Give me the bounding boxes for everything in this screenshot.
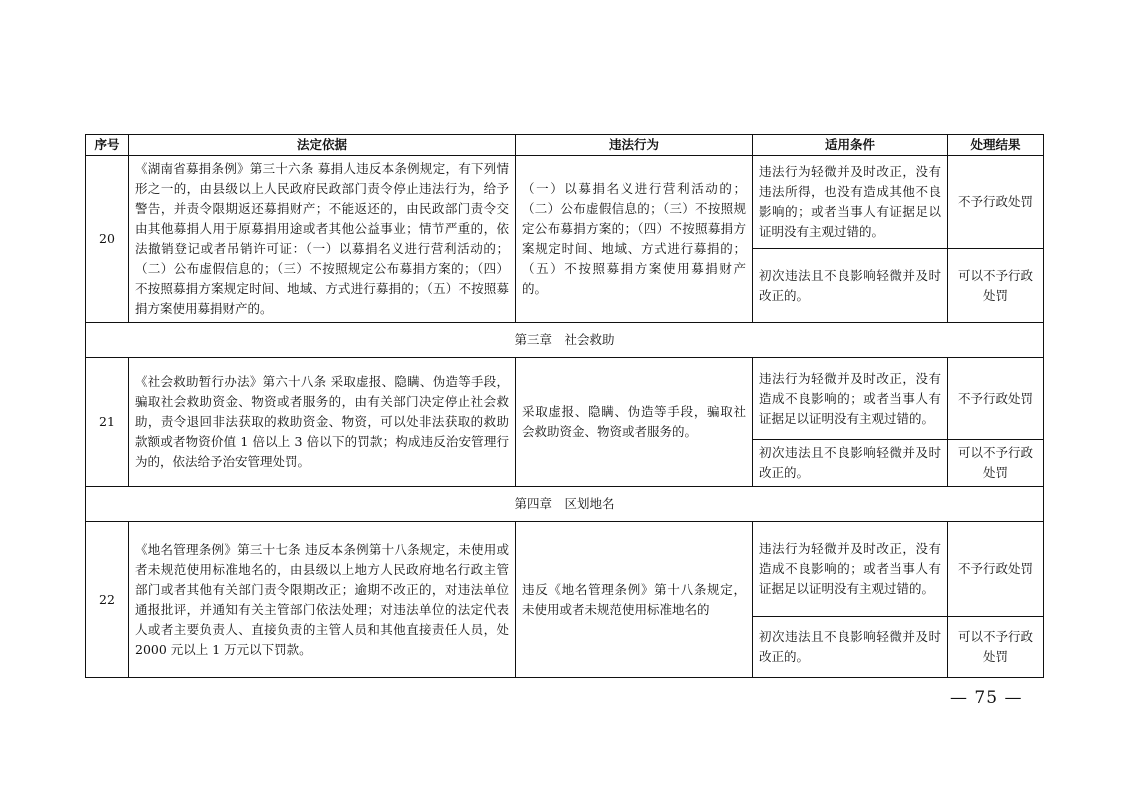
condition-cell: 违法行为轻微并及时改正，没有造成不良影响的；或者当事人有证据足以证明没有主观过错的。 [753,358,948,440]
page-number: — 75 — [950,688,1023,708]
header-basis: 法定依据 [129,135,516,156]
row-number: 21 [86,358,129,487]
legal-basis-cell: 《社会救助暂行办法》第六十八条 采取虚报、隐瞒、伪造等手段，骗取社会救助资金、物资或者服务的，由有关部门决定停止社会救助，责令退回非法获取的救助资金、物资，可以处非法获取的救助款额或者物资价值 1 倍以上 3 倍以下的罚款；构成违反治安管理行为的，依法给予治安管理处罚。 [129,358,516,487]
result-cell: 可以不予行政处罚 [948,617,1044,678]
row-number: 20 [86,156,129,323]
header-num: 序号 [86,135,129,156]
result-cell: 不予行政处罚 [948,522,1044,617]
table-row [86,522,1044,617]
condition-cell: 初次违法且不良影响轻微并及时改正的。 [753,617,948,678]
chapter-heading: 第三章 社会救助 [86,323,1044,358]
header-act: 违法行为 [516,135,753,156]
header-res: 处理结果 [948,135,1044,156]
result-cell: 可以不予行政处罚 [948,440,1044,487]
condition-cell: 违法行为轻微并及时改正，没有违法所得，也没有造成其他不良影响的；或者当事人有证据足以证明没有主观过错的。 [753,156,948,249]
result-cell: 可以不予行政处罚 [948,249,1044,323]
header-cond: 适用条件 [753,135,948,156]
condition-cell: 初次违法且不良影响轻微并及时改正的。 [753,440,948,487]
result-cell: 不予行政处罚 [948,358,1044,440]
table-row [86,156,1044,249]
violation-cell: 采取虚报、隐瞒、伪造等手段，骗取社会救助资金、物资或者服务的。 [516,358,753,487]
condition-cell: 初次违法且不良影响轻微并及时改正的。 [753,249,948,323]
row-number: 22 [86,522,129,678]
violation-cell: 违反《地名管理条例》第十八条规定，未使用或者未规范使用标准地名的 [516,522,753,678]
table-row [86,358,1044,440]
violation-cell: （一）以募捐名义进行营利活动的；（二）公布虚假信息的；（三）不按照规定公布募捐方案的；（四）不按照募捐方案规定时间、地域、方式进行募捐的；（五）不按照募捐方案使用募捐财产的。 [516,156,753,323]
condition-cell: 违法行为轻微并及时改正，没有造成不良影响的；或者当事人有证据足以证明没有主观过错的。 [753,522,948,617]
chapter-heading: 第四章 区划地名 [86,487,1044,522]
table-header-row [86,135,1044,156]
legal-basis-cell: 《湖南省募捐条例》第三十六条 募捐人违反本条例规定，有下列情形之一的，由县级以上人民政府民政部门责令停止违法行为，给予警告，并责令限期返还募捐财产；不能返还的，由民政部门责令交由其他募捐人用于原募捐用途或者其他公益事业；情节严重的，依法撤销登记或者吊销许可证：（一）以募捐名义进行营利活动的；（二）公布虚假信息的；（三）不按照规定公布募捐方案的；（四）不按照募捐方案规定时间、地域、方式进行募捐的；（五）不按照募捐方案使用募捐财产的。 [129,156,516,323]
chapter-row [86,323,1044,358]
result-cell: 不予行政处罚 [948,156,1044,249]
chapter-row [86,487,1044,522]
regulation-table [85,134,1044,678]
legal-basis-cell: 《地名管理条例》第三十七条 违反本条例第十八条规定，未使用或者未规范使用标准地名的，由县级以上地方人民政府地名行政主管部门或者其他有关部门责令限期改正；逾期不改正的，对违法单位通报批评，并通知有关主管部门依法处理；对违法单位的法定代表人或者主要负责人、直接负责的主管人员和其他直接责任人员，处 2000 元以上 1 万元以下罚款。 [129,522,516,678]
